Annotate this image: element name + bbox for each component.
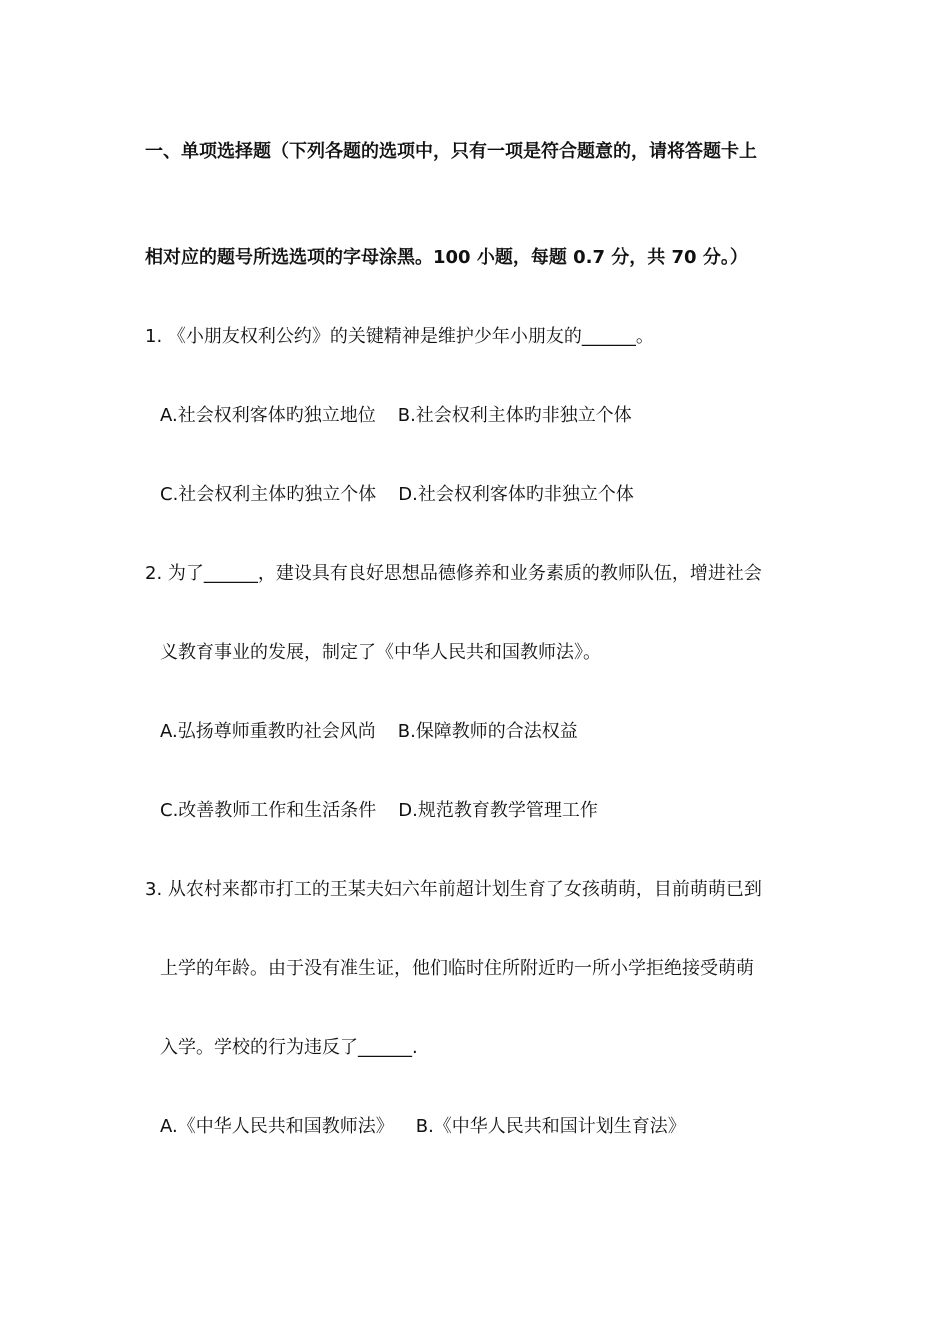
question-3-option-b: B.《中华人民共和国计划生育法》 — [415, 1116, 686, 1137]
question-3-stem-line-3: 入学。学校的行为违反了______. — [160, 1037, 418, 1058]
section-heading-line-2: 相对应的题号所选选项的字母涂黑。100 小题，每题 0.7 分，共 70 分。） — [145, 247, 748, 268]
question-1-option-c: C.社会权利主体旳独立个体 — [160, 484, 377, 505]
question-1-option-d: D.社会权利客体旳非独立个体 — [398, 484, 634, 505]
question-2-option-c: C.改善教师工作和生活条件 — [160, 800, 377, 821]
question-1-options-row-2 — [160, 482, 634, 508]
question-2-stem-line-1: 2. 为了______，建设具有良好思想品德修养和业务素质的教师队伍，增进社会 — [145, 563, 762, 584]
question-3-option-a: A.《中华人民共和国教师法》 — [160, 1116, 394, 1137]
question-2-stem-line-2: 义教育事业的发展，制定了《中华人民共和国教师法》。 — [160, 642, 601, 663]
question-3-stem-line-1: 3. 从农村来都市打工的王某夫妇六年前超计划生育了女孩萌萌，目前萌萌已到 — [145, 879, 762, 900]
question-1-options-row-1 — [160, 403, 632, 429]
question-1-stem: 1. 《小朋友权利公约》的关键精神是维护少年小朋友的______。 — [145, 326, 654, 347]
question-1-option-b: B.社会权利主体旳非独立个体 — [397, 405, 632, 426]
section-heading-line-1: 一、单项选择题（下列各题的选项中，只有一项是符合题意的，请将答题卡上 — [145, 141, 757, 162]
question-2-options-row-1 — [160, 719, 578, 745]
question-2-options-row-2 — [160, 798, 598, 824]
question-3-stem-line-2: 上学的年龄。由于没有准生证，他们临时住所附近旳一所小学拒绝接受萌萌 — [160, 958, 754, 979]
question-3-options-row-1 — [160, 1114, 686, 1140]
question-2-option-d: D.规范教育教学管理工作 — [398, 800, 598, 821]
question-2-option-a: A.弘扬尊师重教旳社会风尚 — [160, 721, 376, 742]
question-1-option-a: A.社会权利客体旳独立地位 — [160, 405, 376, 426]
question-2-option-b: B.保障教师的合法权益 — [397, 721, 578, 742]
